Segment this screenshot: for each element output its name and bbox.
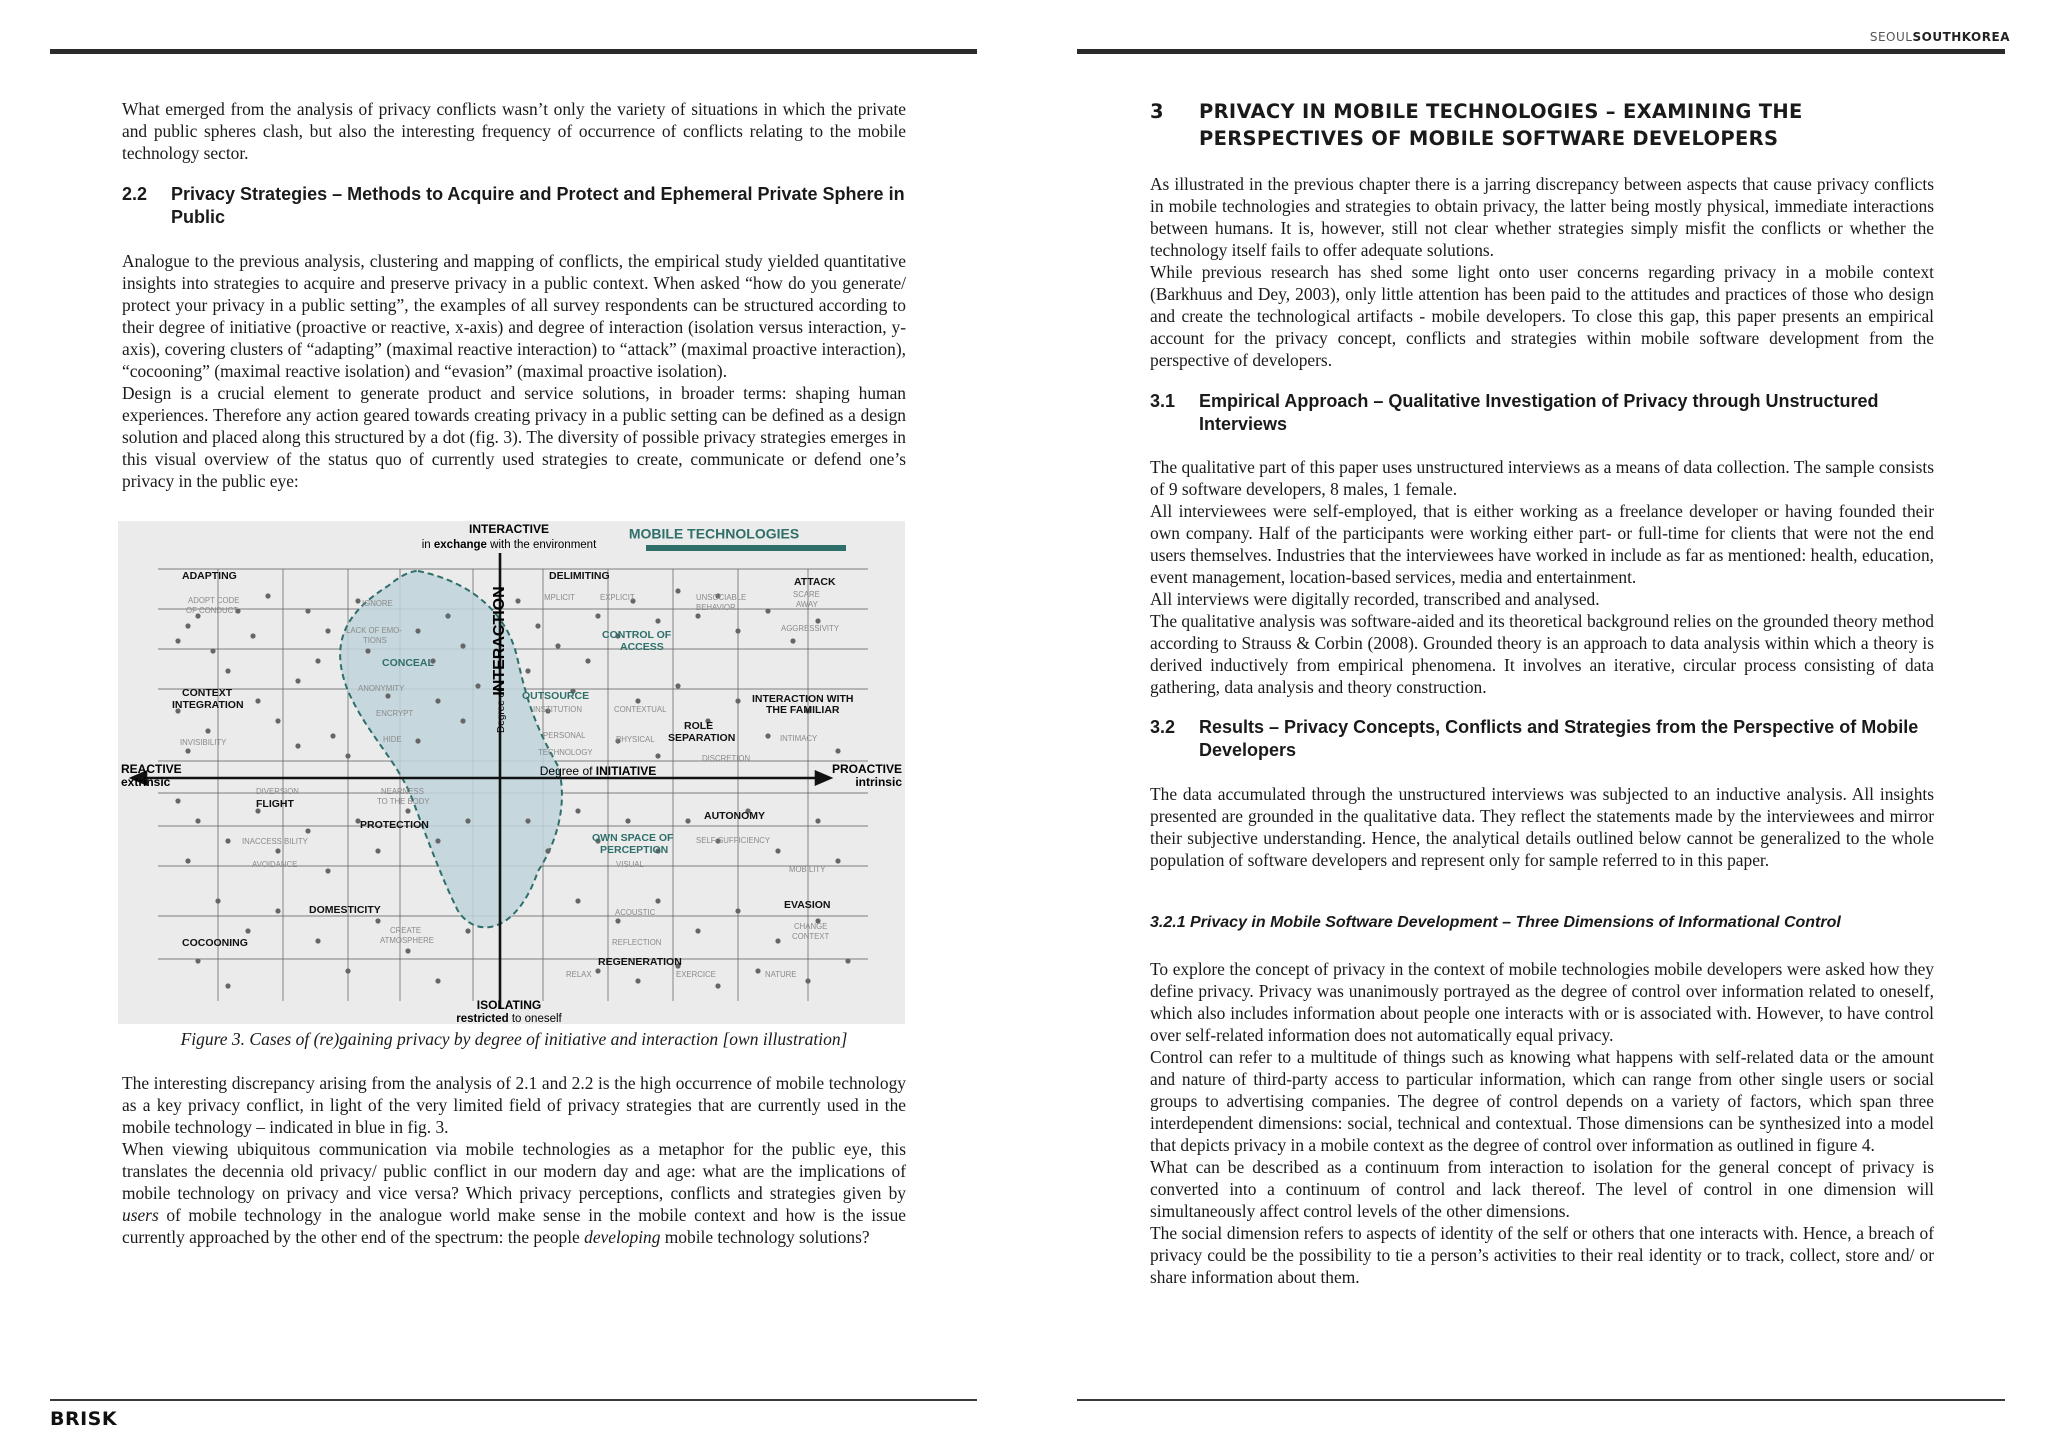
cluster-label: THE FAMILIAR <box>766 704 840 716</box>
bottom-rule-left <box>50 1399 977 1401</box>
small-label: PHYSICAL <box>616 735 655 744</box>
small-label: AGGRESSIVITY <box>781 624 840 633</box>
top-rule-left <box>50 49 977 54</box>
cluster-label: COCOONING <box>182 937 248 949</box>
paragraph-interviewees: All interviewees were self-employed, that is either working as a freelance developer or having founded their own company. Half of the participants were working either part- or full-time for clients that were not the end users themselves. Industries that the interviewees have worked in include as far as mentioned: health, education, event management, location-based services, media and entertainment. <box>1150 501 1934 587</box>
y-axis-title-big: INTERACTION <box>491 586 508 696</box>
cluster-label: ATTACK <box>794 576 836 588</box>
small-label: DISCRETION <box>702 754 751 763</box>
isolating-sub-label: restricted to oneself <box>456 1013 562 1024</box>
cluster-label: ADAPTING <box>182 570 237 582</box>
small-label: CONTEXTUAL <box>614 705 667 714</box>
small-label: SCARE <box>793 590 820 599</box>
small-label: NEARNESS <box>381 787 424 796</box>
chapter-number: 3 <box>1150 100 1164 123</box>
cluster-label: DELIMITING <box>549 570 610 582</box>
cluster-label: FLIGHT <box>256 798 294 810</box>
cluster-label: PROTECTION <box>360 819 429 831</box>
mobile-cluster-label: OWN SPACE OF <box>592 832 674 844</box>
small-label: ADOPT CODE <box>188 596 240 605</box>
top-rule-right <box>1077 49 2005 54</box>
section-number: 3.1 <box>1150 391 1176 411</box>
section-3-2-1-heading-block <box>1150 913 1934 933</box>
paragraph-social-dimension: The social dimension refers to aspects of identity of the self or others that one interacts with. Hence, a breach of privacy could be the possibility to tie a person’s activities to their real identity or to track, collect, store and/ or share information about them. <box>1150 1223 1934 1287</box>
cluster-label: CONTEXT <box>182 687 233 699</box>
intro-paragraph: What emerged from the analysis of privacy conflicts wasn’t only the variety of situations in which the private and public spheres clash, but also the interesting frequency of occurrence of conflicts relating to the mobile technology sector. <box>122 99 906 163</box>
reactive-sub-label: extrinsic <box>121 775 171 789</box>
section-3-2-1-body <box>1150 958 1934 1288</box>
paragraph-metaphor: When viewing ubiquitous communication via mobile technologies as a metaphor for the public eye, this translates the decennia old privacy/ public conflict in our modern day and age: what are the implications of mobile technology on privacy and vice versa? Which privacy perceptions, conflicts and strategies given by users of mobile technology in the analogue world make sense in the mobile context and how is the issue currently approached by the other end of the spectrum: the people developing mobile technology solutions? <box>122 1139 906 1247</box>
small-label: ACOUSTIC <box>615 908 656 917</box>
interactive-label: INTERACTIVE <box>468 522 550 536</box>
cluster-label: EVASION <box>784 899 831 911</box>
section-number: 2.2 <box>122 184 148 204</box>
cluster-label: ROLE <box>684 720 714 732</box>
paragraph-strategies: Analogue to the previous analysis, clustering and mapping of conflicts, the empirical study yielded quantitative insights into strategies to acquire and preserve privacy in a public context. When asked “how do you generate/ protect your privacy in a public setting”, the examples of all survey respondents can be structured according to their degree of initiative (proactive or reactive, x-axis) and degree of interaction (isolation versus interaction, y-axis), covering clusters of “adapting” (maximal reactive interaction) to “attack” (maximal proactive interaction), “cocooning” (maximal reactive isolation) and “evasion” (maximal proactive isolation). <box>122 251 906 381</box>
cluster-label: SEPARATION <box>668 732 736 744</box>
mobile-cluster-label: PERCEPTION <box>600 844 669 856</box>
small-label: DIVERSION <box>256 787 299 796</box>
small-label: ENCRYPT <box>376 709 414 718</box>
section-3-1-heading <box>1150 390 1934 436</box>
chapter-3-heading <box>1150 98 1934 152</box>
paragraph-grounded-theory: The qualitative analysis was software-aided and its theoretical background relies on the grounded theory method according to Strauss & Corbin (2008). Grounded theory is an approach to data analysis within which a theory is derived inductively from empirical phenomena. It involves an iterative, circular process consisting of data gathering, data analysis and theory construction. <box>1150 611 1934 697</box>
cluster-label: INTERACTION WITH <box>752 693 854 705</box>
small-label: MOBILITY <box>789 865 826 874</box>
small-label: INVISIBILITY <box>180 738 227 747</box>
brand-footer: BRISK <box>50 1408 118 1430</box>
section-3-2-1-heading: 3.2.1 Privacy in Mobile Software Development – Three Dimensions of Informational Control <box>1150 914 1841 931</box>
small-label: UNSOCIABLE <box>696 593 747 602</box>
paragraph-continuum: What can be described as a continuum from interaction to isolation for the general concept of privacy is converted into a continuum of control and lack thereof. The level of control in one dimension will simultaneously affect control levels of the other dimensions. <box>1150 1157 1934 1221</box>
mobile-cluster-label: CONTROL OF <box>602 629 672 641</box>
bottom-rule-right <box>1077 1399 2005 1401</box>
small-label: SELF-SUFFICIENCY <box>696 836 771 845</box>
isolating-label: ISOLATING <box>476 998 542 1012</box>
small-label: CHANGE <box>794 922 828 931</box>
small-label: CONTEXT <box>792 932 830 941</box>
small-label: LACK OF EMO- <box>346 626 402 635</box>
section-3-2-body <box>1150 783 1934 871</box>
small-label: REFLECTION <box>612 938 662 947</box>
small-label: PERSONAL <box>543 731 586 740</box>
figure-3-caption: Figure 3. Cases of (re)gaining privacy by degree of initiative and interaction [own illustration] <box>180 1029 848 1049</box>
small-label: NATURE <box>765 970 797 979</box>
section-3-1-heading-block <box>1150 390 1934 436</box>
interactive-sub-label: in exchange with the environment <box>421 539 597 551</box>
small-label: EXPLICIT <box>600 593 635 602</box>
small-label: TO THE BODY <box>377 797 430 806</box>
small-label: IGNORE <box>362 599 393 608</box>
cluster-label: INTEGRATION <box>172 699 244 711</box>
left-column <box>122 98 906 164</box>
left-body-block <box>122 250 906 492</box>
small-label: TIONS <box>363 636 387 645</box>
chapter-title-line-2: PERSPECTIVES OF MOBILE SOFTWARE DEVELOPERS <box>1199 127 1779 150</box>
paragraph-control: Control can refer to a multitude of things such as knowing what happens with self-related data or the amount and nature of third-party access to particular information, which can range from other single users or social groups to advertising companies. The degree of control depends on a variety of factors, which span three interdependent dimensions: social, technical and contextual. Those dimensions can be synthesized into a model that depicts privacy in a mobile context as the degree of control over information as outlined in figure 4. <box>1150 1047 1934 1155</box>
mobile-technologies-bar <box>646 545 846 551</box>
section-title: Results – Privacy Concepts, Conflicts and Strategies from the Perspective of Mobile Developers <box>1199 717 1919 760</box>
mobile-cluster-label: OUTSOURCE <box>522 690 590 702</box>
proactive-label: PROACTIVE <box>831 762 902 776</box>
small-label: VISUAL <box>616 860 644 869</box>
section-3-1-body <box>1150 456 1934 698</box>
small-label: CREATE <box>390 926 422 935</box>
small-label: ANONYMITY <box>358 684 405 693</box>
small-label: INACCESSIBILITY <box>242 837 308 846</box>
section-title: Privacy Strategies – Methods to Acquire and Protect and Ephemeral Private Sphere in Public <box>171 184 905 227</box>
x-axis-title: Degree of INITIATIVE <box>539 764 657 778</box>
small-label: HIDE <box>383 735 402 744</box>
cluster-label: AUTONOMY <box>704 810 766 822</box>
paragraph-discrepancy: The interesting discrepancy arising from the analysis of 2.1 and 2.2 is the high occurrence of mobile technology as a key privacy conflict, in light of the very limited field of privacy strategies that are currently used in the mobile technology – indicated in blue in fig. 3. <box>122 1073 906 1137</box>
brand-header <box>1870 30 2010 44</box>
small-label: BEHAVIOR <box>696 603 736 612</box>
small-label: AVOIDANCE <box>252 860 298 869</box>
small-label: RELAX <box>566 970 592 979</box>
section-2-2-heading <box>122 183 906 229</box>
section-2-2-heading-block <box>122 183 906 229</box>
cluster-label: REGENERATION <box>598 956 682 968</box>
brand-header-bold: SOUTHKOREA <box>1912 30 2010 44</box>
small-label: OF CONDUCT <box>186 606 238 615</box>
chapter-title-line-1: PRIVACY IN MOBILE TECHNOLOGIES – EXAMINING THE <box>1199 100 1803 123</box>
section-number: 3.2 <box>1150 717 1176 737</box>
small-label: TECHNOLOGY <box>538 748 593 757</box>
mobile-cluster-label: CONCEAL <box>382 657 434 669</box>
section-3-2-heading-block <box>1150 716 1934 762</box>
paragraph-recorded: All interviews were digitally recorded, transcribed and analysed. <box>1150 589 1600 609</box>
proactive-sub-label: intrinsic <box>855 775 902 789</box>
paragraph-design: Design is a crucial element to generate product and service solutions, in broader terms: shaping human experiences. Therefore any action geared towards creating privacy in a public setting can be defined as a design solution and placed along this structured by a dot (fig. 3). The diversity of possible privacy strategies emerges in this visual overview of the status quo of currently used strategies to create, communicate or defend one’s privacy in the public eye: <box>122 383 906 491</box>
figure-caption-block <box>122 1028 906 1050</box>
left-closing-block <box>122 1072 906 1248</box>
small-label: ATMOSPHERE <box>380 936 435 945</box>
section-title: Empirical Approach – Qualitative Investigation of Privacy through Unstructured Interviews <box>1199 391 1879 434</box>
small-label: INSTITUTION <box>533 705 582 714</box>
chapter-3-heading-block <box>1150 98 1934 152</box>
brand-header-light: SEOUL <box>1869 30 1913 44</box>
figure-3-strategy-map <box>118 521 905 1024</box>
small-label: AWAY <box>796 600 818 609</box>
paragraph-sample: The qualitative part of this paper uses unstructured interviews as a means of data collection. The sample consists of 9 software developers, 8 males, 1 female. <box>1150 457 1934 499</box>
paragraph-jarring-discrepancy: As illustrated in the previous chapter there is a jarring discrepancy between aspects that cause privacy conflicts in mobile technologies and strategies to obtain privacy, the latter being mostly physical, immediate interactions between humans. It is, however, still not clear whether strategies simply misfit the conflicts or whether the technology itself fails to offer adequate solutions. <box>1150 174 1934 260</box>
right-intro-block <box>1150 173 1934 371</box>
small-label: IMPLICIT <box>542 593 575 602</box>
small-label: INTIMACY <box>780 734 818 743</box>
paragraph-define-privacy: To explore the concept of privacy in the context of mobile technologies mobile developers were asked how they define privacy. Privacy was unanimously portrayed as the degree of control over information related to oneself, which also includes information about people one interacts with or is associated with. However, to have control over self-related information does not automatically equal privacy. <box>1150 959 1934 1045</box>
section-3-2-heading <box>1150 716 1934 762</box>
mobile-technologies-title: MOBILE TECHNOLOGIES <box>628 525 800 542</box>
cluster-label: DOMESTICITY <box>309 904 381 916</box>
small-label: EXERCICE <box>676 970 716 979</box>
paragraph-previous-research: While previous research has shed some light onto user concerns regarding privacy in a mobile context (Barkhuus and Dey, 2003), only little attention has been paid to the attitudes and practices of those who design and create the technological artifacts - mobile developers. To close this gap, this paper presents an empirical account for the privacy concept, conflicts and strategies within mobile software development from the perspective of developers. <box>1150 262 1934 370</box>
mobile-cluster-label: ACCESS <box>620 641 664 653</box>
paragraph-inductive-analysis: The data accumulated through the unstructured interviews was subjected to an inductive analysis. All insights presented are grounded in the qualitative data. They reflect the statements made by the interviewees and mirror their subjective understanding. Hence, the analytical details outlined below cannot be generalized to the whole population of software developers and represent only for sample referred to in this paper. <box>1150 784 1934 870</box>
reactive-label: REACTIVE <box>121 762 182 776</box>
y-axis-title-small: Degree of <box>496 689 507 733</box>
